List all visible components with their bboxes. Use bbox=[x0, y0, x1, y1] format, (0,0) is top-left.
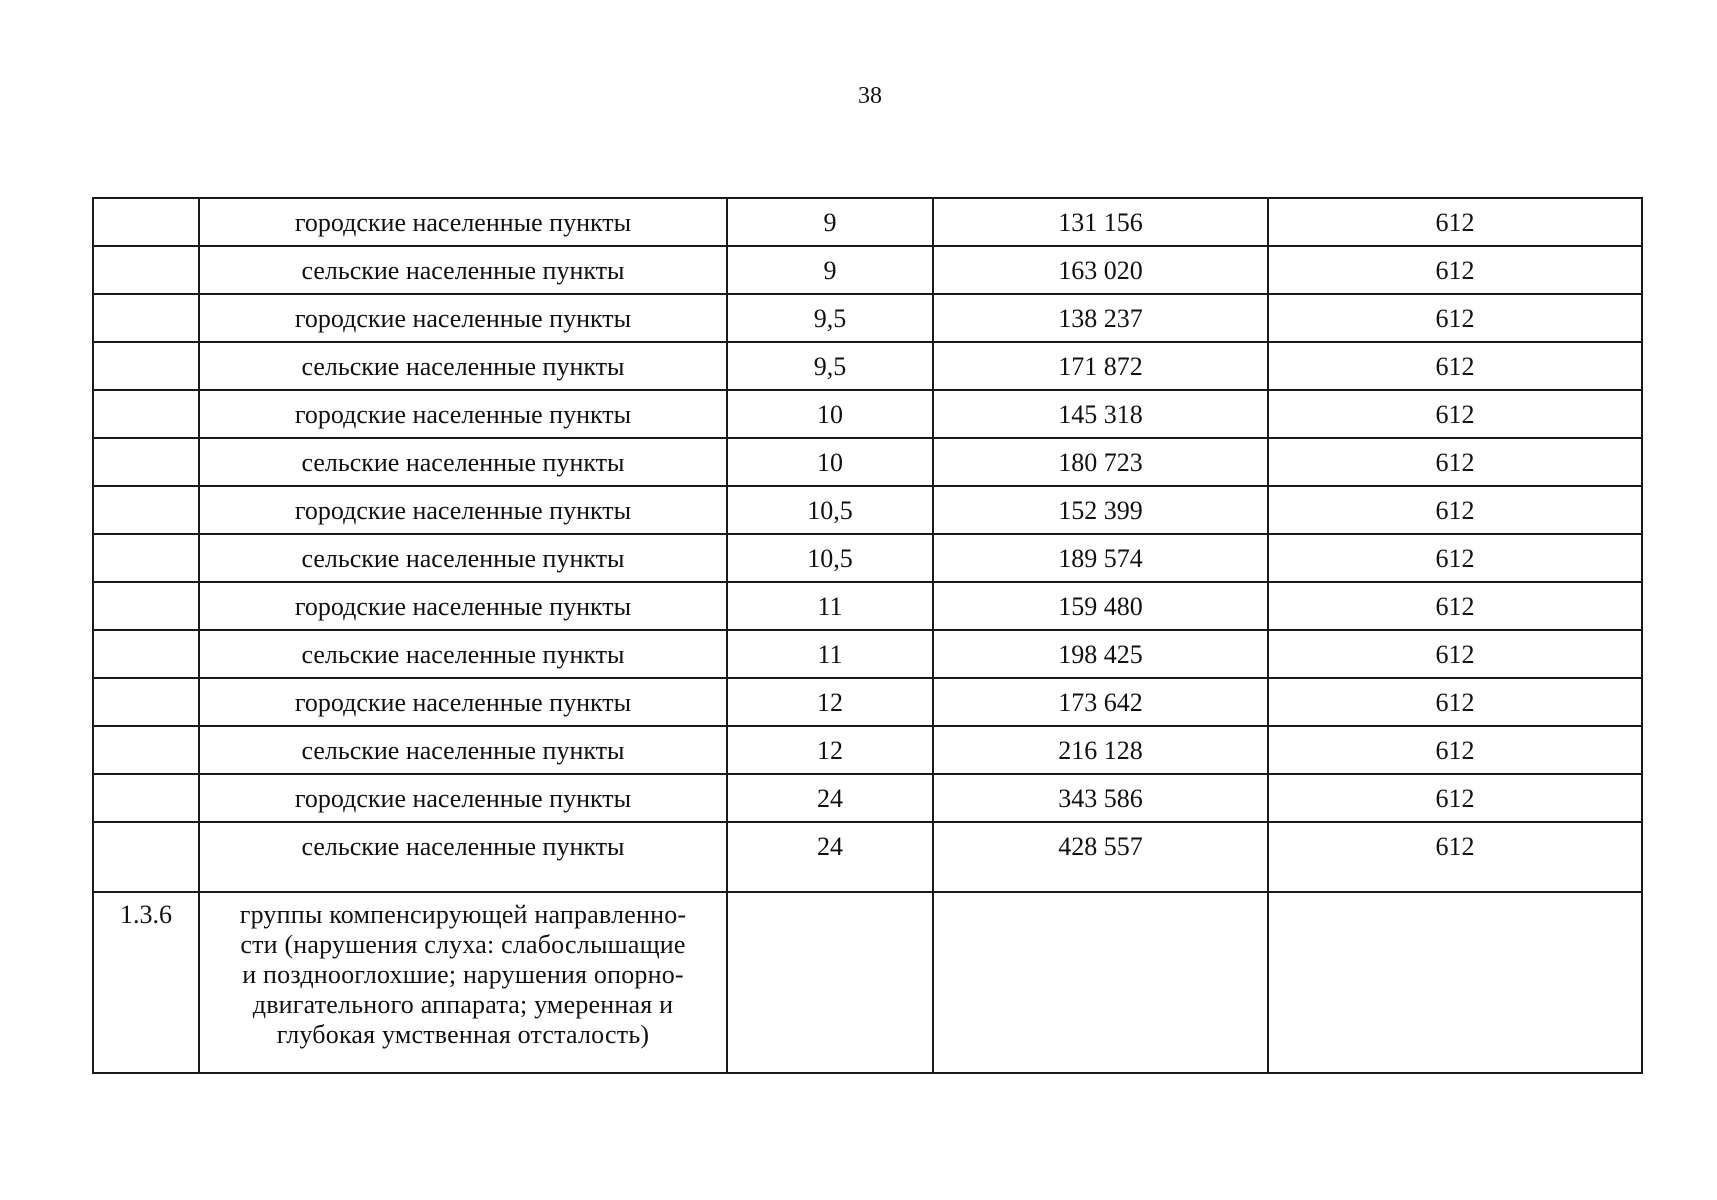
settlement-type-cell: сельские населенные пункты bbox=[199, 534, 727, 582]
hours-cell: 9,5 bbox=[727, 294, 933, 342]
row-number-cell bbox=[93, 726, 199, 774]
hours-cell: 9 bbox=[727, 246, 933, 294]
settlement-type-cell: сельские населенные пункты bbox=[199, 822, 727, 892]
code-cell: 612 bbox=[1268, 246, 1642, 294]
cost-cell: 180 723 bbox=[933, 438, 1268, 486]
group-hours-cell bbox=[727, 892, 933, 1073]
hours-cell: 10,5 bbox=[727, 486, 933, 534]
table-row bbox=[93, 294, 1642, 342]
group-description-line: группы компенсирующей направленно- bbox=[239, 900, 687, 929]
row-number-cell bbox=[93, 294, 199, 342]
hours-cell: 9 bbox=[727, 198, 933, 246]
settlement-type-cell: городские населенные пункты bbox=[199, 582, 727, 630]
table-row bbox=[93, 534, 1642, 582]
group-code-cell bbox=[1268, 892, 1642, 1073]
code-cell: 612 bbox=[1268, 438, 1642, 486]
code-cell: 612 bbox=[1268, 822, 1642, 892]
cost-cell: 163 020 bbox=[933, 246, 1268, 294]
cost-cell: 159 480 bbox=[933, 582, 1268, 630]
group-number-cell: 1.3.6 bbox=[93, 892, 199, 1073]
hours-cell: 10 bbox=[727, 438, 933, 486]
cost-cell: 428 557 bbox=[933, 822, 1268, 892]
cost-cell: 145 318 bbox=[933, 390, 1268, 438]
hours-cell: 12 bbox=[727, 678, 933, 726]
cost-cell: 152 399 bbox=[933, 486, 1268, 534]
cost-cell: 216 128 bbox=[933, 726, 1268, 774]
cost-cell: 343 586 bbox=[933, 774, 1268, 822]
code-cell: 612 bbox=[1268, 774, 1642, 822]
cost-cell: 189 574 bbox=[933, 534, 1268, 582]
cost-cell: 198 425 bbox=[933, 630, 1268, 678]
table-row bbox=[93, 774, 1642, 822]
code-cell: 612 bbox=[1268, 390, 1642, 438]
settlement-type-cell: сельские населенные пункты bbox=[199, 342, 727, 390]
table-row bbox=[93, 678, 1642, 726]
cost-cell: 138 237 bbox=[933, 294, 1268, 342]
code-cell: 612 bbox=[1268, 630, 1642, 678]
table-row-group bbox=[93, 892, 1642, 1073]
settlement-type-cell: городские населенные пункты bbox=[199, 198, 727, 246]
row-number-cell bbox=[93, 390, 199, 438]
row-number-cell bbox=[93, 678, 199, 726]
table-body bbox=[93, 198, 1642, 1073]
row-number-cell bbox=[93, 630, 199, 678]
group-description-line: глубокая умственная отсталость) bbox=[276, 1020, 650, 1049]
settlement-type-cell: сельские населенные пункты bbox=[199, 246, 727, 294]
code-cell: 612 bbox=[1268, 294, 1642, 342]
table-row bbox=[93, 630, 1642, 678]
cost-cell: 171 872 bbox=[933, 342, 1268, 390]
table-row bbox=[93, 198, 1642, 246]
table-row bbox=[93, 582, 1642, 630]
hours-cell: 24 bbox=[727, 774, 933, 822]
settlement-type-cell: сельские населенные пункты bbox=[199, 726, 727, 774]
settlement-type-cell: городские населенные пункты bbox=[199, 678, 727, 726]
table-row bbox=[93, 390, 1642, 438]
code-cell: 612 bbox=[1268, 198, 1642, 246]
row-number-cell bbox=[93, 486, 199, 534]
page-number: 38 bbox=[858, 83, 882, 109]
row-number-cell bbox=[93, 774, 199, 822]
settlement-type-cell: городские населенные пункты bbox=[199, 390, 727, 438]
row-number-cell bbox=[93, 246, 199, 294]
group-description-cell bbox=[199, 892, 727, 1073]
settlement-type-cell: городские населенные пункты bbox=[199, 486, 727, 534]
table-row bbox=[93, 246, 1642, 294]
code-cell: 612 bbox=[1268, 678, 1642, 726]
table-row bbox=[93, 726, 1642, 774]
row-number-cell bbox=[93, 534, 199, 582]
settlement-type-cell: городские населенные пункты bbox=[199, 774, 727, 822]
cost-cell: 131 156 bbox=[933, 198, 1268, 246]
hours-cell: 9,5 bbox=[727, 342, 933, 390]
hours-cell: 11 bbox=[727, 630, 933, 678]
row-number-cell bbox=[93, 198, 199, 246]
hours-cell: 10,5 bbox=[727, 534, 933, 582]
row-number-cell bbox=[93, 438, 199, 486]
group-description-line: сти (нарушения слуха: слабослышащие bbox=[240, 930, 686, 959]
hours-cell: 24 bbox=[727, 822, 933, 892]
tariff-table bbox=[92, 197, 1643, 1074]
settlement-type-cell: сельские населенные пункты bbox=[199, 438, 727, 486]
group-description-line: и позднооглохшие; нарушения опорно- bbox=[242, 960, 684, 989]
code-cell: 612 bbox=[1268, 582, 1642, 630]
hours-cell: 10 bbox=[727, 390, 933, 438]
code-cell: 612 bbox=[1268, 726, 1642, 774]
table-row bbox=[93, 486, 1642, 534]
group-description-line: двигательного аппарата; умеренная и bbox=[252, 990, 674, 1019]
group-cost-cell bbox=[933, 892, 1268, 1073]
code-cell: 612 bbox=[1268, 342, 1642, 390]
row-number-cell bbox=[93, 582, 199, 630]
row-number-cell bbox=[93, 822, 199, 892]
code-cell: 612 bbox=[1268, 486, 1642, 534]
table-row bbox=[93, 342, 1642, 390]
hours-cell: 12 bbox=[727, 726, 933, 774]
table-row bbox=[93, 438, 1642, 486]
settlement-type-cell: сельские населенные пункты bbox=[199, 630, 727, 678]
table-row bbox=[93, 822, 1642, 892]
row-number-cell bbox=[93, 342, 199, 390]
code-cell: 612 bbox=[1268, 534, 1642, 582]
cost-cell: 173 642 bbox=[933, 678, 1268, 726]
hours-cell: 11 bbox=[727, 582, 933, 630]
settlement-type-cell: городские населенные пункты bbox=[199, 294, 727, 342]
